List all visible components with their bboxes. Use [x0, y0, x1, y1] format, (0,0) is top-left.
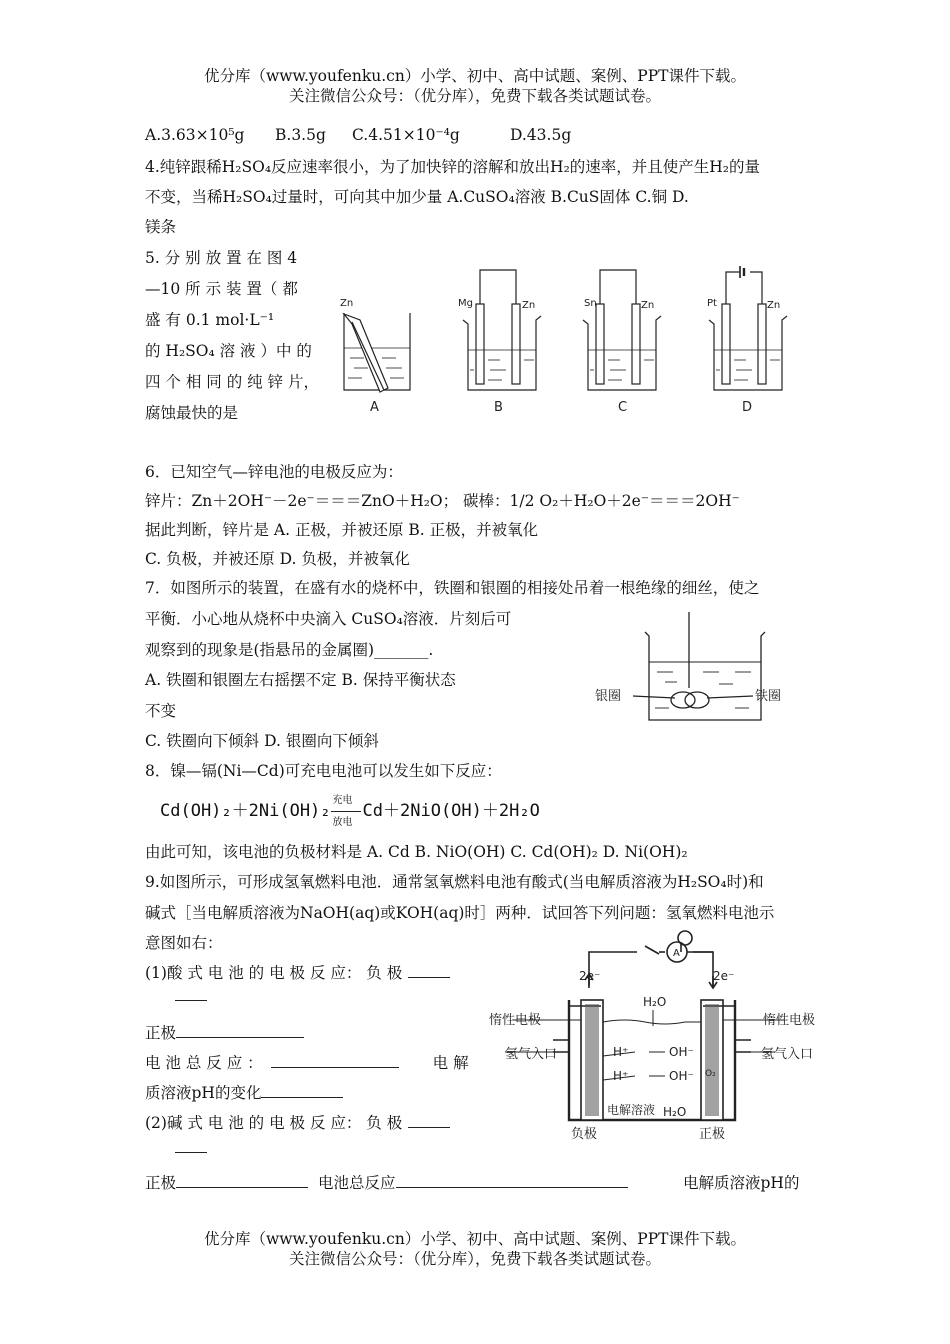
q9-line-6 [145, 1052, 469, 1074]
q5-line-2: —10 所 示 装 置（ 都 [145, 280, 298, 298]
q9-line-8 [145, 1112, 450, 1134]
base-positive-blank[interactable] [176, 1173, 308, 1188]
label-a: A [370, 400, 379, 415]
iron-ring [685, 692, 709, 708]
q9-acid-negative-label: (1)酸 式 电 池 的 电 极 反 应： 负 极 [145, 964, 403, 982]
q9-electrolyte-label: 电 解 [432, 1054, 469, 1072]
q6-line-4: C. 负极，并被还原 D. 负极，并被氧化 [145, 550, 410, 568]
q5-line-1: 5. 分 别 放 置 在 图 4 [145, 249, 298, 267]
label-pt-d: Pt [707, 298, 717, 309]
label-left-inlet: 氢气入口 [505, 1047, 558, 1062]
q9-line-9 [145, 1172, 628, 1194]
q9-acid-ph-label: 质溶液pH的变化 [145, 1084, 262, 1102]
footer-line-1: 优分库（www.youfenku.cn）小学、初中、高中试题、案例、PPT课件下载。 [203, 1230, 747, 1248]
q5-line-6: 腐蚀最快的是 [145, 404, 239, 422]
q7-line-5: 不变 [145, 702, 177, 720]
label-water-bottom: H₂O [663, 1105, 687, 1119]
q9-base-positive-label: 正极 [145, 1174, 177, 1192]
label-h2: H⁺ [613, 1069, 629, 1083]
bulb [678, 931, 692, 945]
label-d: D [742, 400, 753, 415]
eq-arrow [331, 795, 363, 828]
label-positive: 正极 [699, 1127, 726, 1142]
label-e-right: 2e⁻ [713, 969, 735, 983]
q9-line-4 [145, 962, 450, 984]
eq-right: Cd＋2NiO(OH)＋2H₂O [362, 801, 540, 821]
q3-option-d: D.43.5g [510, 126, 572, 144]
label-e-left: 2e⁻ [579, 969, 601, 983]
q9-line-1: 9.如图所示，可形成氢氧燃料电池．通常氢氧燃料电池有酸式(当电解质溶液为H₂SO₄时)和 [145, 873, 764, 891]
q9-line-3: 意图如右： [145, 934, 223, 952]
eq-discharge: 放电 [332, 817, 353, 828]
fuel-cell-figure [485, 930, 825, 1150]
eq-left: Cd(OH)₂＋2Ni(OH)₂ [160, 801, 331, 821]
label-electrolyte: 电解溶液 [607, 1103, 656, 1117]
label-h1: H⁺ [613, 1045, 629, 1059]
q5-line-5: 四 个 相 同 的 纯 锌 片， [145, 373, 319, 391]
acid-negative-blank-cont[interactable] [175, 1000, 207, 1001]
label-oh2: OH⁻ [669, 1069, 694, 1083]
q3-option-a: A.3.63×10⁵g [145, 126, 245, 144]
q8-equation [160, 795, 540, 828]
q6-line-3: 据此判断，锌片是 A. 正极，并被还原 B. 正极，并被氧化 [145, 521, 539, 539]
q4-line-3: 镁条 [145, 218, 177, 236]
label-o2: O₂ [705, 1069, 716, 1079]
label-c: C [618, 400, 628, 415]
label-zn-c: Zn [641, 300, 655, 311]
q8-line-1: 8．镍—镉(Ni—Cd)可充电电池可以发生如下反应： [145, 762, 502, 780]
q5-line-3: 盛 有 0.1 mol·L⁻¹ [145, 311, 275, 329]
base-negative-blank-cont[interactable] [175, 1152, 207, 1153]
label-zn-d: Zn [767, 300, 781, 311]
label-mg-b: Mg [458, 298, 473, 309]
q7-line-1: 7．如图所示的装置，在盛有水的烧杯中，铁圈和银圈的相接处吊着一根绝缘的细丝，使之 [145, 579, 760, 597]
beaker-c [583, 316, 661, 390]
beaker [645, 632, 765, 720]
acid-negative-blank[interactable] [408, 963, 450, 978]
q7-figure [585, 612, 795, 722]
acid-ph-blank[interactable] [261, 1083, 343, 1098]
beaker-d [709, 316, 787, 390]
label-oh1: OH⁻ [669, 1045, 694, 1059]
footer-line-2: 关注微信公众号：（优分库），免费下载各类试题试卷。 [288, 1250, 661, 1268]
q9-acid-positive-label: 正极 [145, 1024, 177, 1042]
acid-positive-blank[interactable] [176, 1023, 304, 1038]
q9-acid-total-label: 电 池 总 反 应 ： [145, 1054, 263, 1072]
eq-bar [331, 811, 361, 812]
label-right-electrode: 惰性电极 [763, 1013, 816, 1028]
eq-charge: 充电 [332, 795, 353, 806]
q9-line-5 [145, 1022, 304, 1044]
q9-base-negative-label: (2)碱 式 电 池 的 电 极 反 应： 负 极 [145, 1114, 403, 1132]
label-negative: 负极 [571, 1127, 598, 1142]
q4-line-2: 不变，当稀H₂SO₄过量时，可向其中加少量 A.CuSO₄溶液 B.CuS固体 C.铜 D. [145, 188, 689, 206]
q9-line-2: 碱式［当电解质溶液为NaOH(aq)或KOH(aq)时］两种．试回答下列问题：氢氧燃料电池示 [145, 904, 775, 922]
label-silver-ring: 银圈 [595, 689, 622, 704]
label-b: B [494, 400, 503, 415]
q7-line-2: 平衡．小心地从烧杯中央滴入 CuSO₄溶液．片刻后可 [145, 610, 512, 628]
silver-ring [671, 692, 695, 708]
q4-line-1: 4.纯锌跟稀H₂SO₄反应速率很小，为了加快锌的溶解和放出H₂的速率，并且使产生H₂的量 [145, 158, 761, 176]
label-sn-c: Sn [584, 298, 597, 309]
header-line-1: 优分库（www.youfenku.cn）小学、初中、高中试题、案例、PPT课件下载。 [203, 67, 747, 85]
q5-line-4: 的 H₂SO₄ 溶 液 ）中 的 [145, 342, 312, 360]
label-water-top: H₂O [643, 995, 667, 1009]
label-left-electrode: 惰性电极 [489, 1013, 542, 1028]
q7-line-6: C. 铁圈向下倾斜 D. 银圈向下倾斜 [145, 732, 379, 750]
q9-line-7 [145, 1082, 343, 1104]
q9-base-ph-label: 电解质溶液pH的 [683, 1174, 800, 1192]
label-zn-b: Zn [522, 300, 536, 311]
q8-line-3: 由此可知，该电池的负极材料是 A. Cd B. NiO(OH) C. Cd(OH)₂ D. Ni(OH)₂ [145, 843, 688, 861]
header-line-2: 关注微信公众号：（优分库），免费下载各类试题试卷。 [288, 87, 661, 105]
q7-line-4: A. 铁圈和银圈左右摇摆不定 B. 保持平衡状态 [145, 671, 456, 689]
label-iron-ring: 铁圈 [755, 689, 782, 704]
acid-total-blank[interactable] [271, 1053, 399, 1068]
base-total-blank[interactable] [396, 1173, 628, 1188]
base-negative-blank[interactable] [408, 1113, 450, 1128]
beaker-b [463, 316, 541, 390]
label-right-inlet: 氢气入口 [761, 1047, 814, 1062]
label-zn-a: Zn [340, 298, 354, 309]
q3-option-b: B.3.5g [275, 126, 326, 144]
q6-line-2: 锌片：Zn＋2OH⁻－2e⁻＝＝＝ZnO＋H₂O； 碳棒：1/2 O₂＋H₂O＋2e⁻＝＝＝2OH⁻ [145, 492, 740, 510]
q5-figure [330, 258, 790, 418]
q9-base-total-label: 电池总反应 [318, 1174, 396, 1192]
q6-line-1: 6．已知空气—锌电池的电极反应为： [145, 463, 403, 481]
q7-line-3: 观察到的现象是(指悬吊的金属圈)_______. [145, 641, 434, 659]
label-meter: A [673, 948, 680, 959]
q3-option-c: C.4.51×10⁻⁴g [352, 126, 460, 144]
